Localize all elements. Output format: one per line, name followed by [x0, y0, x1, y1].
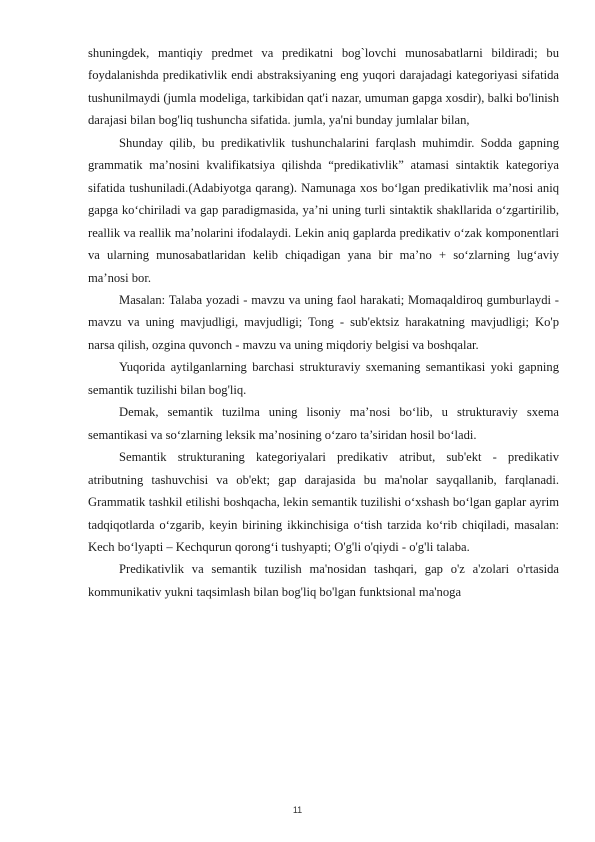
document-body [88, 42, 559, 603]
page-number: 11 [292, 805, 303, 815]
paragraph-6: Semantik strukturaning kategoriyalari predikativ atribut, sub'ekt - predikativ atributning tashuvchisi va ob'ekt; gap darajasida bu ma'nolar sayqallanib, farqlanadi. Grammatik tashkil etilishi boshqacha, lekin semantik tuzilishi o‘xshash bo‘lgan gaplar ayrim tadqiqotlarda o‘zgarib, keyin birining ikkinchisiga o‘tish tarzida ko‘rib chiqiladi, masalan: Kech bo‘lyapti – Kechqurun qorong‘i tushyapti; O'g'li o'qiydi - o'g'li talaba. [88, 450, 559, 554]
paragraph-7: Predikativlik va semantik tuzilish ma'nosidan tashqari, gap o'z a'zolari o'rtasida kommunikativ yukni taqsimlash bilan bog'liq bo'lgan funktsional ma'noga [88, 562, 559, 599]
paragraph-2: Shunday qilib, bu predikativlik tushunchalarini farqlash muhimdir. Sodda gapning grammatik ma’nosini kvalifikatsiya qilishda “predikativlik” atamasi sintaktik kategoriya sifatida tushuniladi.(Adabiyotga qarang). Namunaga xos bo‘lgan predikativlik ma’nosi aniq gapga ko‘chiriladi va gap paradigmasida, ya’ni uning turli sintaktik shakllarida o‘zgartirilib, reallik va reallik ma’nolarini ifodalaydi. Lekin aniq gaplarda predikativ o‘zak komponentlari va ularning munosabatlaridan kelib chiqadigan yana bir ma’no + so‘zlarning lug‘aviy ma’nosi bor. [88, 135, 559, 285]
paragraph-1: shuningdek, mantiqiy predmet va predikatni bog`lovchi munosabatlarni bildiradi; bu foydalanishda predikativlik endi abstraksiyaning eng yuqori darajadagi kategoriyasi sifatida tushunilmaydi (jumla modeliga, tarkibidan qat'i nazar, umuman gapga xosdir), balki bo'linish darajasi bilan bog'liq tushuncha sifatida. jumla, ya'ni bunday jumlalar bilan, [88, 46, 559, 128]
paragraph-4: Yuqorida aytilganlarning barchasi strukturaviy sxemaning semantikasi yoki gapning semantik tuzilishi bilan bog'liq. [88, 360, 559, 397]
paragraph-5: Demak, semantik tuzilma uning lisoniy ma’nosi bo‘lib, u strukturaviy sxema semantikasi va so‘zlarning leksik ma’nosining o‘zaro ta’siridan hosil bo‘ladi. [88, 405, 559, 442]
paragraph-3: Masalan: Talaba yozadi - mavzu va uning faol harakati; Momaqaldiroq gumburlaydi - mavzu va uning mavjudligi, mavjudligi; Tong - sub'ektsiz harakatning mavjudligi; Ko'p narsa qilish, ozgina quvonch - mavzu va uning miqdoriy belgisi va boshqalar. [88, 292, 559, 352]
